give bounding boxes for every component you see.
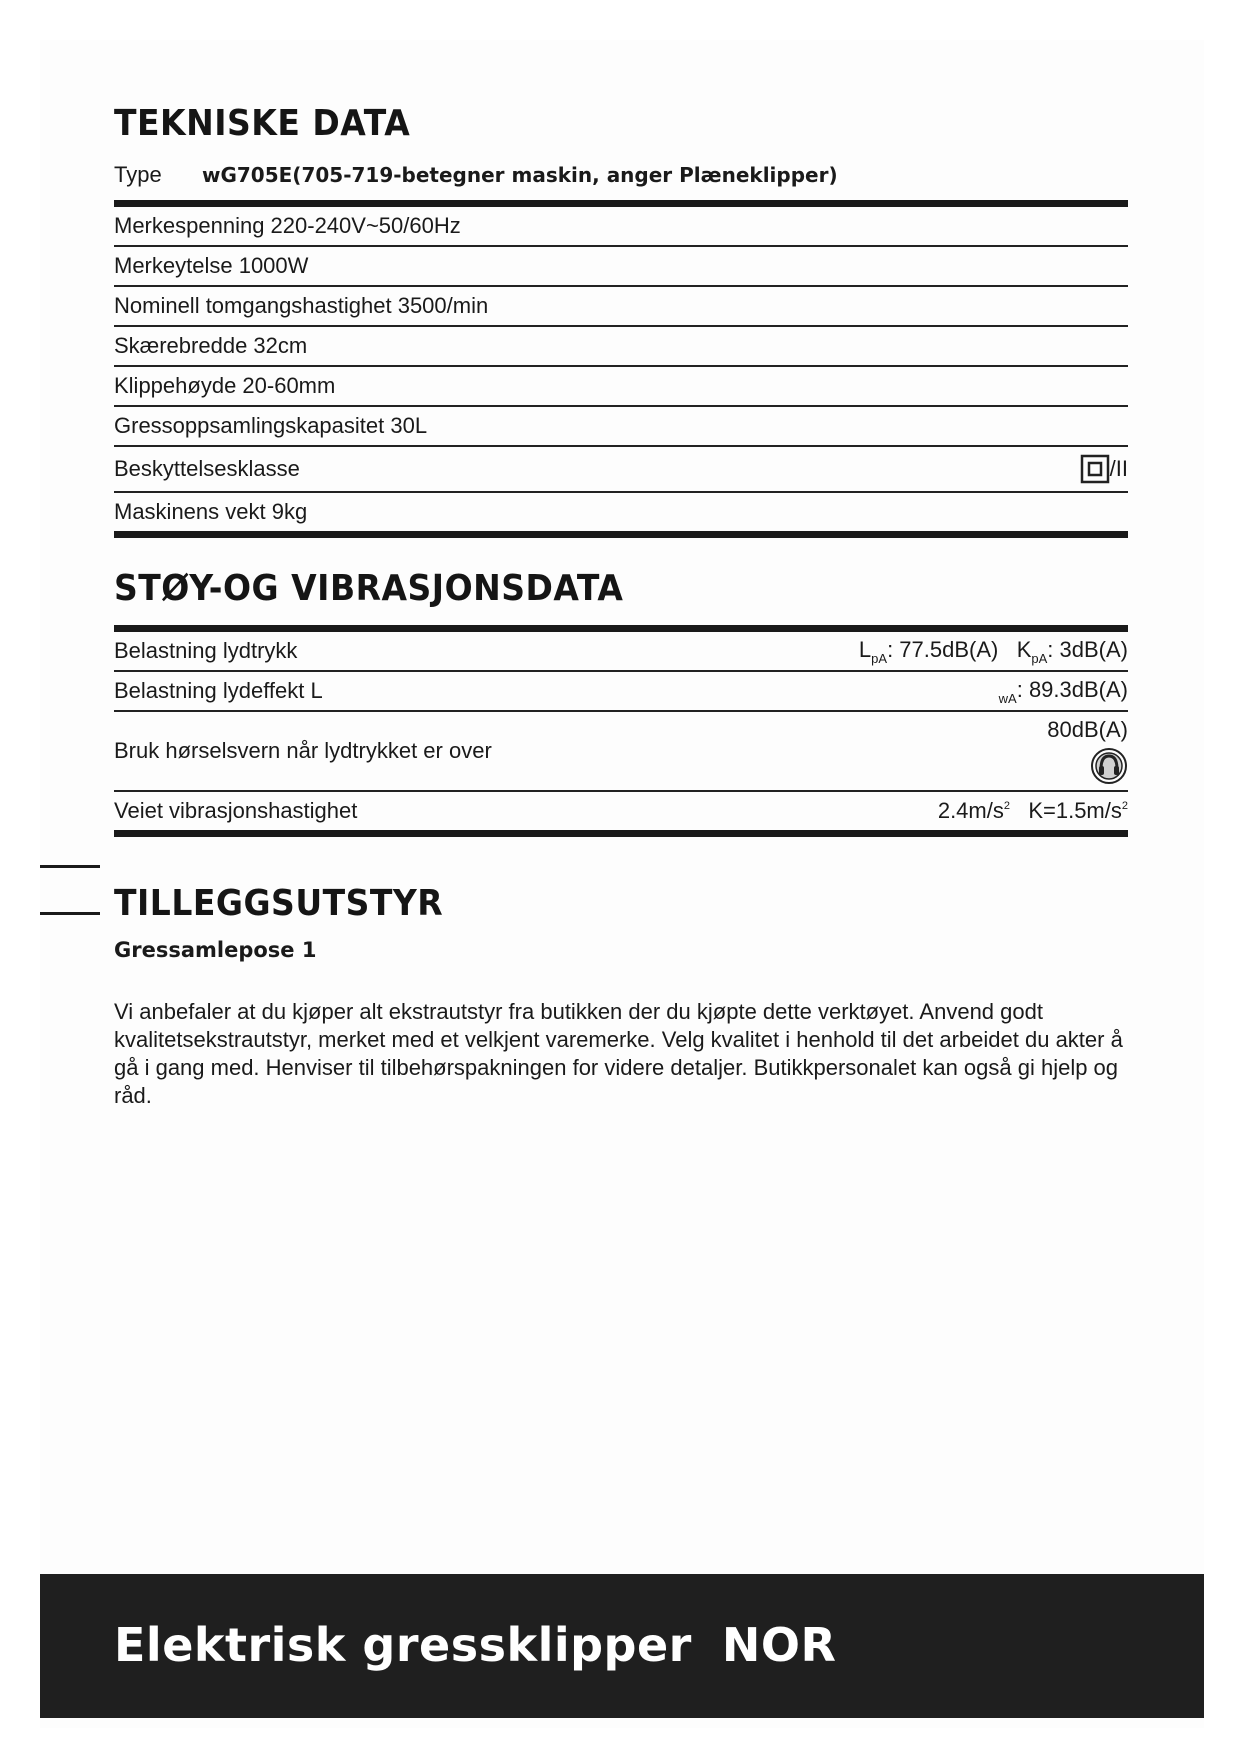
spec-row-cut-width: [114, 327, 1128, 367]
divider-thick: [114, 625, 1128, 632]
type-row: [114, 162, 1128, 188]
vibration-k-sup: 2: [1121, 800, 1128, 812]
vibration-label: Veiet vibrasjonshastighet: [114, 798, 358, 823]
spec-row-power: [114, 247, 1128, 287]
power-sub: wA: [998, 690, 1017, 706]
footer-language: NOR: [721, 1618, 837, 1672]
pressure-l-sub: pA: [871, 650, 888, 666]
spec-row-protection: [114, 447, 1128, 493]
hearing-values: [1047, 717, 1128, 785]
vibration-sup: 2: [1003, 800, 1010, 812]
pressure-label: Belastning lydtrykk: [114, 638, 298, 663]
accessory-item: Gressamlepose 1: [114, 938, 317, 962]
vibration-k: K=1.5m/s: [1028, 798, 1122, 823]
accessories-paragraph: Vi anbefaler at du kjøper alt ekstrautstyr fra butikken der du kjøpte dette verktøyet. Anvend godt kvalitetsekstrautstyr, merket med et velkjent varemerke. Velg kvalitet i henhold til det arbeidet du akter å gå i gang med. Henviser til tilbehørspakningen for videre detaljer. Butikkpersonalet kan også gi hjelp og råd.: [114, 999, 1123, 1108]
noise-row-vibration: [114, 792, 1128, 830]
spec-power: Merkeytelse 1000W: [114, 253, 309, 278]
hearing-label: Bruk hørselsvern når lydtrykket er over: [114, 738, 492, 763]
technical-data-heading: TEKNISKE DATA: [114, 101, 411, 144]
power-label: Belastning lydeffekt L: [114, 678, 323, 703]
side-marker-line: [40, 865, 100, 868]
ear-protection-icon: [1090, 747, 1128, 785]
noise-heading: STØY-OG VIBRASJONSDATA: [114, 566, 624, 609]
spec-speed: Nominell tomgangshastighet 3500/min: [114, 293, 489, 318]
noise-row-power: [114, 672, 1128, 712]
spec-row-speed: [114, 287, 1128, 327]
vibration-values: [938, 798, 1128, 824]
double-insulation-icon: [1080, 454, 1110, 484]
spec-row-voltage: [114, 207, 1128, 247]
footer-banner: [40, 1574, 1204, 1718]
protection-class-value: /II: [1109, 456, 1128, 481]
spec-capacity: Gressoppsamlingskapasitet 30L: [114, 413, 428, 438]
pressure-k: K: [1016, 636, 1032, 662]
spec-row-capacity: [114, 407, 1128, 447]
spec-cut-width: Skærebredde 32cm: [114, 333, 308, 358]
spec-voltage: Merkespenning 220-240V~50/60Hz: [114, 213, 461, 238]
pressure-k-sub: pA: [1031, 650, 1048, 666]
type-value: wG705E(705-719-betegner maskin, anger Plæneklipper): [202, 163, 838, 187]
spec-protection: Beskyttelsesklasse: [114, 456, 300, 481]
protection-class: [1080, 454, 1128, 484]
spec-row-weight: [114, 493, 1128, 531]
accessories-section: [114, 881, 1128, 1110]
vibration-value: 2.4m/s: [937, 798, 1004, 823]
pressure-value: : 77.5dB(A): [887, 636, 999, 662]
spec-row-cut-height: [114, 367, 1128, 407]
footer-title: [114, 1618, 836, 1672]
noise-row-hearing: [114, 712, 1128, 792]
divider-thick: [114, 531, 1128, 538]
noise-section: [114, 566, 1128, 837]
accessories-heading: TILLEGGSUTSTYR: [114, 881, 444, 924]
pressure-l: L: [858, 636, 872, 662]
side-marker-line: [40, 912, 100, 915]
technical-data-section: [114, 101, 1128, 538]
power-values: [999, 677, 1128, 706]
type-label: Type: [114, 162, 162, 187]
spec-weight: Maskinens vekt 9kg: [114, 499, 308, 524]
hearing-value: 80dB(A): [1047, 717, 1128, 742]
power-value: : 89.3dB(A): [1016, 676, 1128, 702]
pressure-values: [859, 637, 1128, 666]
divider-thick: [114, 830, 1128, 837]
footer-product: Elektrisk gressklipper: [114, 1618, 692, 1672]
noise-row-pressure: [114, 632, 1128, 672]
divider-thick: [114, 200, 1128, 207]
pressure-k-value: : 3dB(A): [1047, 636, 1128, 662]
spec-cut-height: Klippehøyde 20-60mm: [114, 373, 336, 398]
